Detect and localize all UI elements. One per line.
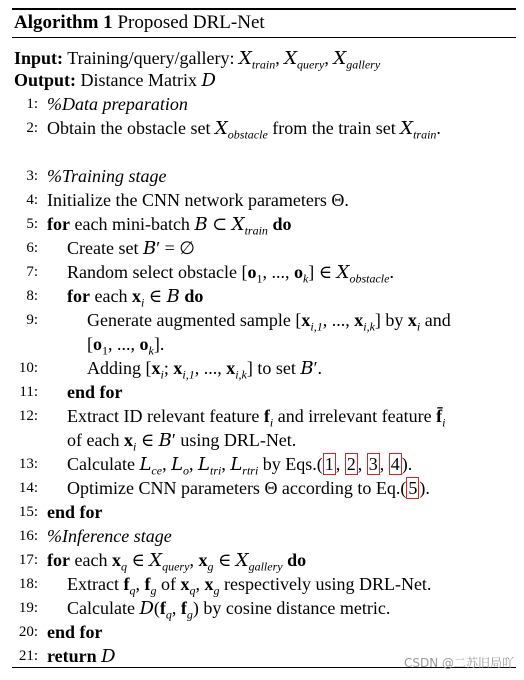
keyword-do: do <box>287 550 307 570</box>
line-number: 15: <box>18 504 38 520</box>
algo-line-21: return D <box>47 646 116 667</box>
line-number: 20: <box>18 624 38 640</box>
line-10-to-set: to set <box>257 358 296 378</box>
comment-data-preparation: %Data preparation <box>47 94 188 114</box>
line-9-by: by <box>385 310 404 330</box>
equation-ref-3[interactable]: 3 <box>368 454 378 474</box>
line-number: 4: <box>26 192 38 208</box>
comment-training-stage: %Training stage <box>47 166 167 186</box>
algo-line-19: Calculate $D(f_q$, $f_g$) by cosine distance metric. <box>67 598 391 622</box>
input-line: Input: Training/query/gallery: $X_{train}$, $X_{query}$, $X_{gallery}$ <box>14 48 381 72</box>
algo-line-9-cont: [$o_1$, ..., $o_k$]. <box>87 334 165 358</box>
algo-line-20 <box>47 621 103 643</box>
keyword-for: for <box>47 214 70 234</box>
line-13-eqs: by Eqs.( <box>262 454 323 474</box>
algorithm-title <box>14 11 265 35</box>
line-2-text-b: from the train set <box>272 118 396 138</box>
algo-line-11 <box>67 381 123 403</box>
algo-line-14 <box>67 477 430 499</box>
line-14-end: ). <box>419 478 430 498</box>
keyword-do: do <box>184 286 204 306</box>
line-number: 3: <box>26 168 38 184</box>
line-number: 8: <box>26 288 38 304</box>
line-12-cont-text-b: using DRL-Net. <box>180 430 297 450</box>
line-10-text: Adding <box>87 358 141 378</box>
line-number: 16: <box>18 528 38 544</box>
line-18-of: of <box>160 574 176 594</box>
input-text: Training/query/gallery: <box>67 48 235 68</box>
algorithm-label: Algorithm 1 <box>14 12 113 33</box>
keyword-end-for: end for <box>47 502 103 522</box>
algo-line-9: Generate augmented sample [$x_{i,1}$, ..., $x_{i,k}$] by $x_i$ and <box>87 310 451 334</box>
line-6-text: Create set <box>67 238 139 258</box>
line-number: 6: <box>26 240 38 256</box>
keyword-for: for <box>67 286 90 306</box>
line-13-end: ). <box>401 454 413 474</box>
line-9-and: and <box>424 310 451 330</box>
line-19-end: by cosine distance metric. <box>203 598 391 618</box>
line-19-text: Calculate <box>67 598 135 618</box>
algo-line-2: Obtain the obstacle set $X_{obstacle}$ from the train set $X_{train}$. <box>47 118 441 142</box>
algo-line-13: Calculate $L_{ce}$, $L_o$, $L_{tri}$, $L_{rtri}$ by Eqs.( 1 , 2 , 3 , 4 ). <box>67 454 413 478</box>
line-number: 5: <box>26 216 38 232</box>
input-label: Input: <box>14 48 64 68</box>
watermark: CSDN @二苏旧局吖 <box>403 656 514 670</box>
line-number: 18: <box>18 576 38 592</box>
line-12-text: Extract ID relevant feature <box>67 406 260 426</box>
output-text: Distance Matrix <box>80 70 197 90</box>
algo-line-10: Adding [$x_i$; $x_{i,1}$, ..., $x_{i,k}$] to set B′. <box>87 358 323 382</box>
equation-ref-4[interactable]: 4 <box>390 454 400 474</box>
line-number: 19: <box>18 600 38 616</box>
algo-line-4: Initialize the CNN network parameters Θ. <box>47 190 349 210</box>
algo-line-6: Create set B′ = ∅ <box>67 238 195 259</box>
algo-line-12: Extract ID relevant feature $f_i$ and irrelevant feature $f̄_i$ <box>67 406 446 430</box>
keyword-return: return <box>47 646 97 666</box>
line-18-end: respectively using DRL-Net. <box>223 574 432 594</box>
equation-ref-2[interactable]: 2 <box>346 454 356 474</box>
algorithm-name: Proposed DRL-Net <box>117 12 265 33</box>
line-12-mid: and irrelevant feature <box>277 406 432 426</box>
title-rule <box>12 37 516 38</box>
line-number: 11: <box>19 384 38 400</box>
line-number: 2: <box>26 120 38 136</box>
algo-line-8: for each $x_i$ ∈ B do <box>67 286 204 310</box>
line-9-text: Generate augmented sample <box>87 310 291 330</box>
keyword-end-for: end for <box>67 382 123 402</box>
comment-inference-stage: %Inference stage <box>47 526 172 546</box>
line-number: 10: <box>18 360 38 376</box>
keyword-for: for <box>47 550 70 570</box>
line-number: 12: <box>18 408 38 424</box>
line-8-text: each <box>94 286 128 306</box>
algo-line-17: for each $x_q$ ∈ $X_{query}$, $x_g$ ∈ $X_{gallery}$ do <box>47 550 307 574</box>
line-number: 7: <box>26 264 38 280</box>
algo-line-18: Extract $f_q$, $f_g$ of $x_q$, $x_g$ respectively using DRL-Net. <box>67 574 432 598</box>
equation-ref-5[interactable]: 5 <box>408 478 418 498</box>
algo-line-5: for each mini-batch B ⊂ $X_{train}$ do <box>47 214 292 238</box>
keyword-end-for: end for <box>47 622 103 642</box>
output-line: Output: Distance Matrix D <box>14 70 216 91</box>
line-17-text: each <box>74 550 108 570</box>
output-label: Output: <box>14 70 77 90</box>
line-2-text-a: Obtain the obstacle set <box>47 118 211 138</box>
line-number: 1: <box>26 96 38 112</box>
line-18-text: Extract <box>67 574 119 594</box>
line-number: 21: <box>18 648 38 664</box>
line-5-text: each mini-batch <box>74 214 190 234</box>
top-rule <box>12 8 516 10</box>
algo-line-15 <box>47 501 103 523</box>
line-7-text: Random select obstacle <box>67 262 237 282</box>
line-number: 9: <box>26 312 38 328</box>
equation-ref-1[interactable]: 1 <box>324 454 334 474</box>
line-12-cont-text: of each <box>67 430 120 450</box>
line-14-text: Optimize CNN parameters Θ according to Eq.( <box>67 478 407 498</box>
line-number: 17: <box>18 552 38 568</box>
line-number: 14: <box>18 480 38 496</box>
line-number: 13: <box>18 456 38 472</box>
algo-line-7: Random select obstacle [$o_1$, ..., $o_k$] ∈ $X_{obstacle}$. <box>67 262 394 286</box>
line-13-text: Calculate <box>67 454 135 474</box>
algo-line-12-cont: of each $x_i$ ∈ B′ using DRL-Net. <box>67 430 297 454</box>
keyword-do: do <box>272 214 292 234</box>
